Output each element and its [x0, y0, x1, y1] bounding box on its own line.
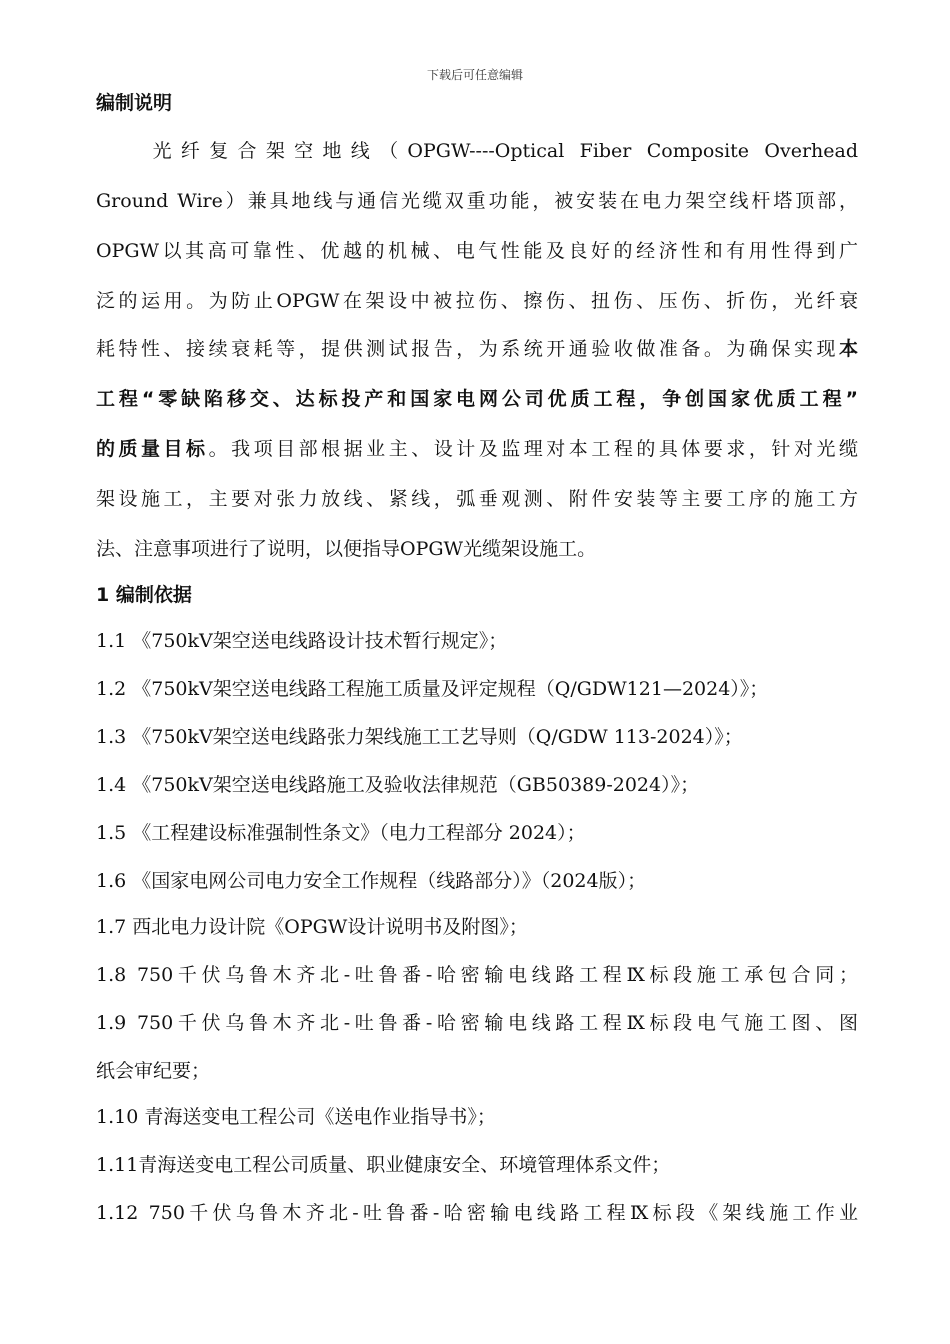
intro-line [96, 384, 858, 411]
body-text: 泛的运用。为防止OPGW在架设中被拉伤、擦伤、扭伤、压伤、折伤，光纤衰 [96, 290, 858, 312]
bold-text: 本 [838, 338, 858, 360]
intro-line [96, 334, 858, 361]
basis-item: 1.8 750千伏乌鲁木齐北-吐鲁番-哈密输电线路工程Ⅸ标段施工承包合同； [96, 964, 858, 986]
basis-item: 1.4 《750kV架空送电线路施工及验收法律规范（GB50389-2024）》； [96, 774, 700, 796]
intro-line [96, 534, 858, 561]
body-text: OPGW以其高可靠性、优越的机械、电气性能及良好的经济性和有用性得到广 [96, 240, 858, 262]
body-text: 法、注意事项进行了说明，以便指导OPGW光缆架设施工。 [96, 538, 597, 560]
header-note: 下载后可任意编辑 [426, 68, 523, 82]
basis-item: 1.6 《国家电网公司电力安全工作规程（线路部分）》（2024版）； [96, 870, 647, 892]
basis-item: 1.11青海送变电工程公司质量、职业健康安全、环境管理体系文件； [96, 1154, 671, 1176]
basis-item: 1.9 750千伏乌鲁木齐北-吐鲁番-哈密输电线路工程Ⅸ标段电气施工图、图 [96, 1012, 858, 1034]
basis-item: 1.5 《工程建设标准强制性条文》（电力工程部分 2024）； [96, 822, 586, 844]
intro-line [96, 434, 858, 461]
body-text: 架设施工，主要对张力放线、紧线，弧垂观测、附件安装等主要工序的施工方 [96, 488, 858, 510]
bold-text: 的质量目标 [96, 438, 209, 460]
section-title-intro: 编制说明 [96, 92, 173, 114]
basis-item: 纸会审纪要； [96, 1060, 211, 1082]
basis-item: 1.3 《750kV架空送电线路张力架线施工工艺导则（Q/GDW 113-2024）》； [96, 726, 743, 748]
body-text: 。我项目部根据业主、设计及监理对本工程的具体要求，针对光缆 [208, 438, 858, 460]
body-text: 光纤复合架空地线（OPGW----Optical Fiber Composite Overhead [96, 140, 858, 162]
basis-item: 1.7 西北电力设计院《OPGW设计说明书及附图》； [96, 916, 528, 938]
bold-text: 工程“零缺陷移交、达标投产和国家电网公司优质工程，争创国家优质工程” [96, 388, 858, 410]
intro-line [96, 484, 858, 511]
basis-item: 1.10 青海送变电工程公司《送电作业指导书》； [96, 1106, 496, 1128]
intro-line [96, 186, 858, 213]
intro-line [96, 236, 858, 263]
section-title-basis: 1 编制依据 [96, 584, 192, 606]
basis-item: 1.1 《750kV架空送电线路设计技术暂行规定》； [96, 630, 508, 652]
intro-line [96, 286, 858, 313]
basis-item: 1.12 750千伏乌鲁木齐北-吐鲁番-哈密输电线路工程Ⅸ标段《架线施工作业 [96, 1202, 858, 1224]
body-text: Ground Wire）兼具地线与通信光缆双重功能，被安装在电力架空线杆塔顶部， [96, 190, 858, 212]
basis-item: 1.2 《750kV架空送电线路工程施工质量及评定规程（Q/GDW121—2024）》； [96, 678, 769, 700]
intro-line [96, 136, 858, 163]
body-text: 耗特性、接续衰耗等，提供测试报告，为系统开通验收做准备。为确保实现 [96, 338, 839, 360]
